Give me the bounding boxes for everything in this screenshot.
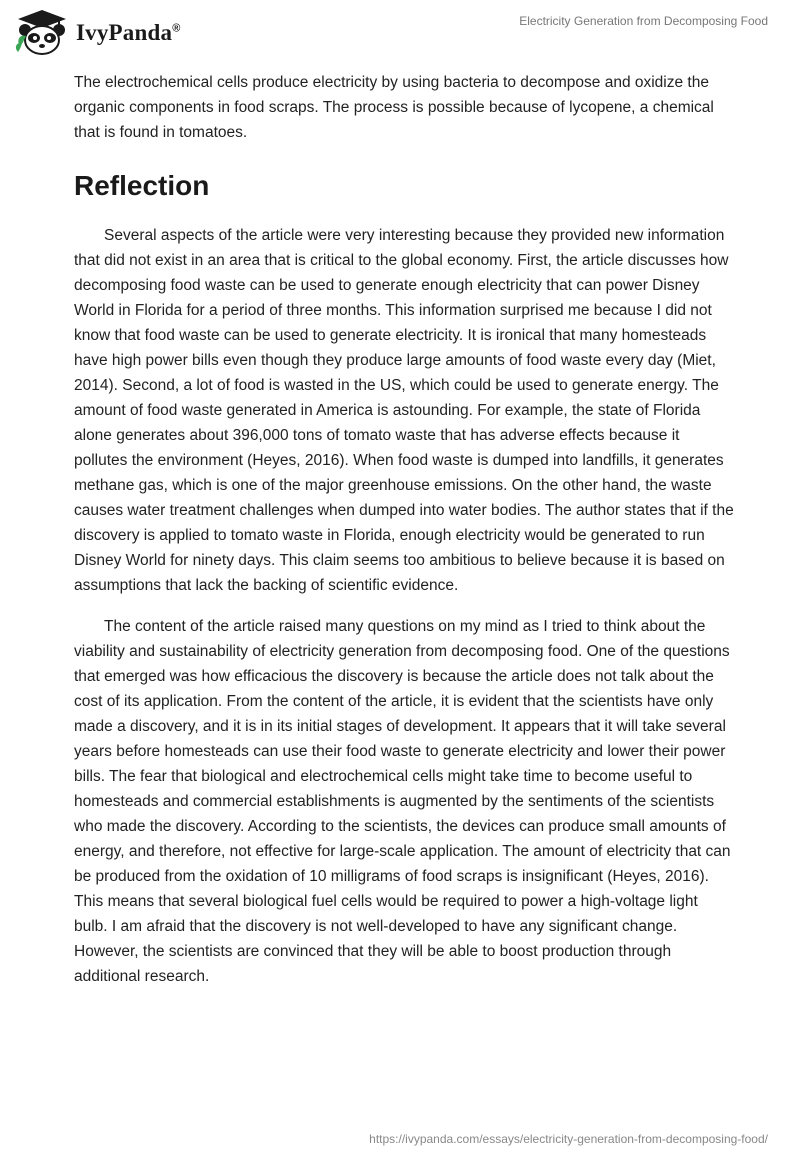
- page-header: [0, 0, 800, 64]
- document-title: Electricity Generation from Decomposing Food: [519, 14, 768, 28]
- section-heading-reflection: Reflection: [74, 170, 210, 201]
- body-paragraph-2: The content of the article raised many questions on my mind as I tried to think about the viability and sustainability of electricity generation from decomposing food. One of the questions that emerged was how efficacious the discovery is because the article does not talk about the cost of its application. From the content of the article, it is evident that the scientists have only made a discovery, and it is in its initial stages of development. It appears that it will take several years before homesteads can use their food waste to generate electricity and lower their power bills. The fear that biological and electrochemical cells might take time to become useful to homesteads and commercial establishments is augmented by the sentiments of the scientists who made the discovery. According to the scientists, the devices can produce small amounts of energy, and therefore, not effective for large-scale application. The amount of electricity that can be produced from the oxidation of 10 milligrams of food scraps is insignificant (Heyes, 2016). This means that several biological fuel cells would be required to power a high-voltage light bulb. I am afraid that the discovery is not well-developed to have any significant change. However, the scientists are convinced that they will be able to boost production through additional research.: [74, 618, 731, 985]
- logo-wordmark: IvyPanda®: [76, 20, 181, 45]
- source-url[interactable]: https://ivypanda.com/essays/electricity-generation-from-decomposing-food/: [369, 1132, 768, 1146]
- body-paragraph-1: Several aspects of the article were very interesting because they provided new information that did not exist in an area that is critical to the global economy. First, the article discusses how decomposing food waste can be used to generate enough electricity that can power Disney World in Florida for a period of three months. This information surprised me because I did not know that food waste can be used to generate electricity. It is ironical that many homesteads have high power bills even though they produce large amounts of food waste every day (Miet, 2014). Second, a lot of food is wasted in the US, which could be used to generate energy. The amount of food waste generated in America is astounding. For example, the state of Florida alone generates about 396,000 tons of tomato waste that has adverse effects because it pollutes the environment (Heyes, 2016). When food waste is dumped into landfills, it generates methane gas, which is one of the major greenhouse emissions. On the other hand, the waste causes water treatment challenges when dumped into water bodies. The author states that if the discovery is applied to tomato waste in Florida, enough electricity would be generated to run Disney World for ninety days. This claim seems too ambitious to believe because it is based on assumptions that lack the backing of scientific evidence.: [74, 227, 734, 594]
- ivypanda-logo[interactable]: [14, 8, 181, 56]
- panda-graduate-icon: [14, 8, 70, 56]
- essay-body: [74, 70, 734, 989]
- intro-paragraph: The electrochemical cells produce electricity by using bacteria to decompose and oxidize the organic components in food scraps. The process is possible because of lycopene, a chemical that is found in tomatoes.: [74, 74, 714, 141]
